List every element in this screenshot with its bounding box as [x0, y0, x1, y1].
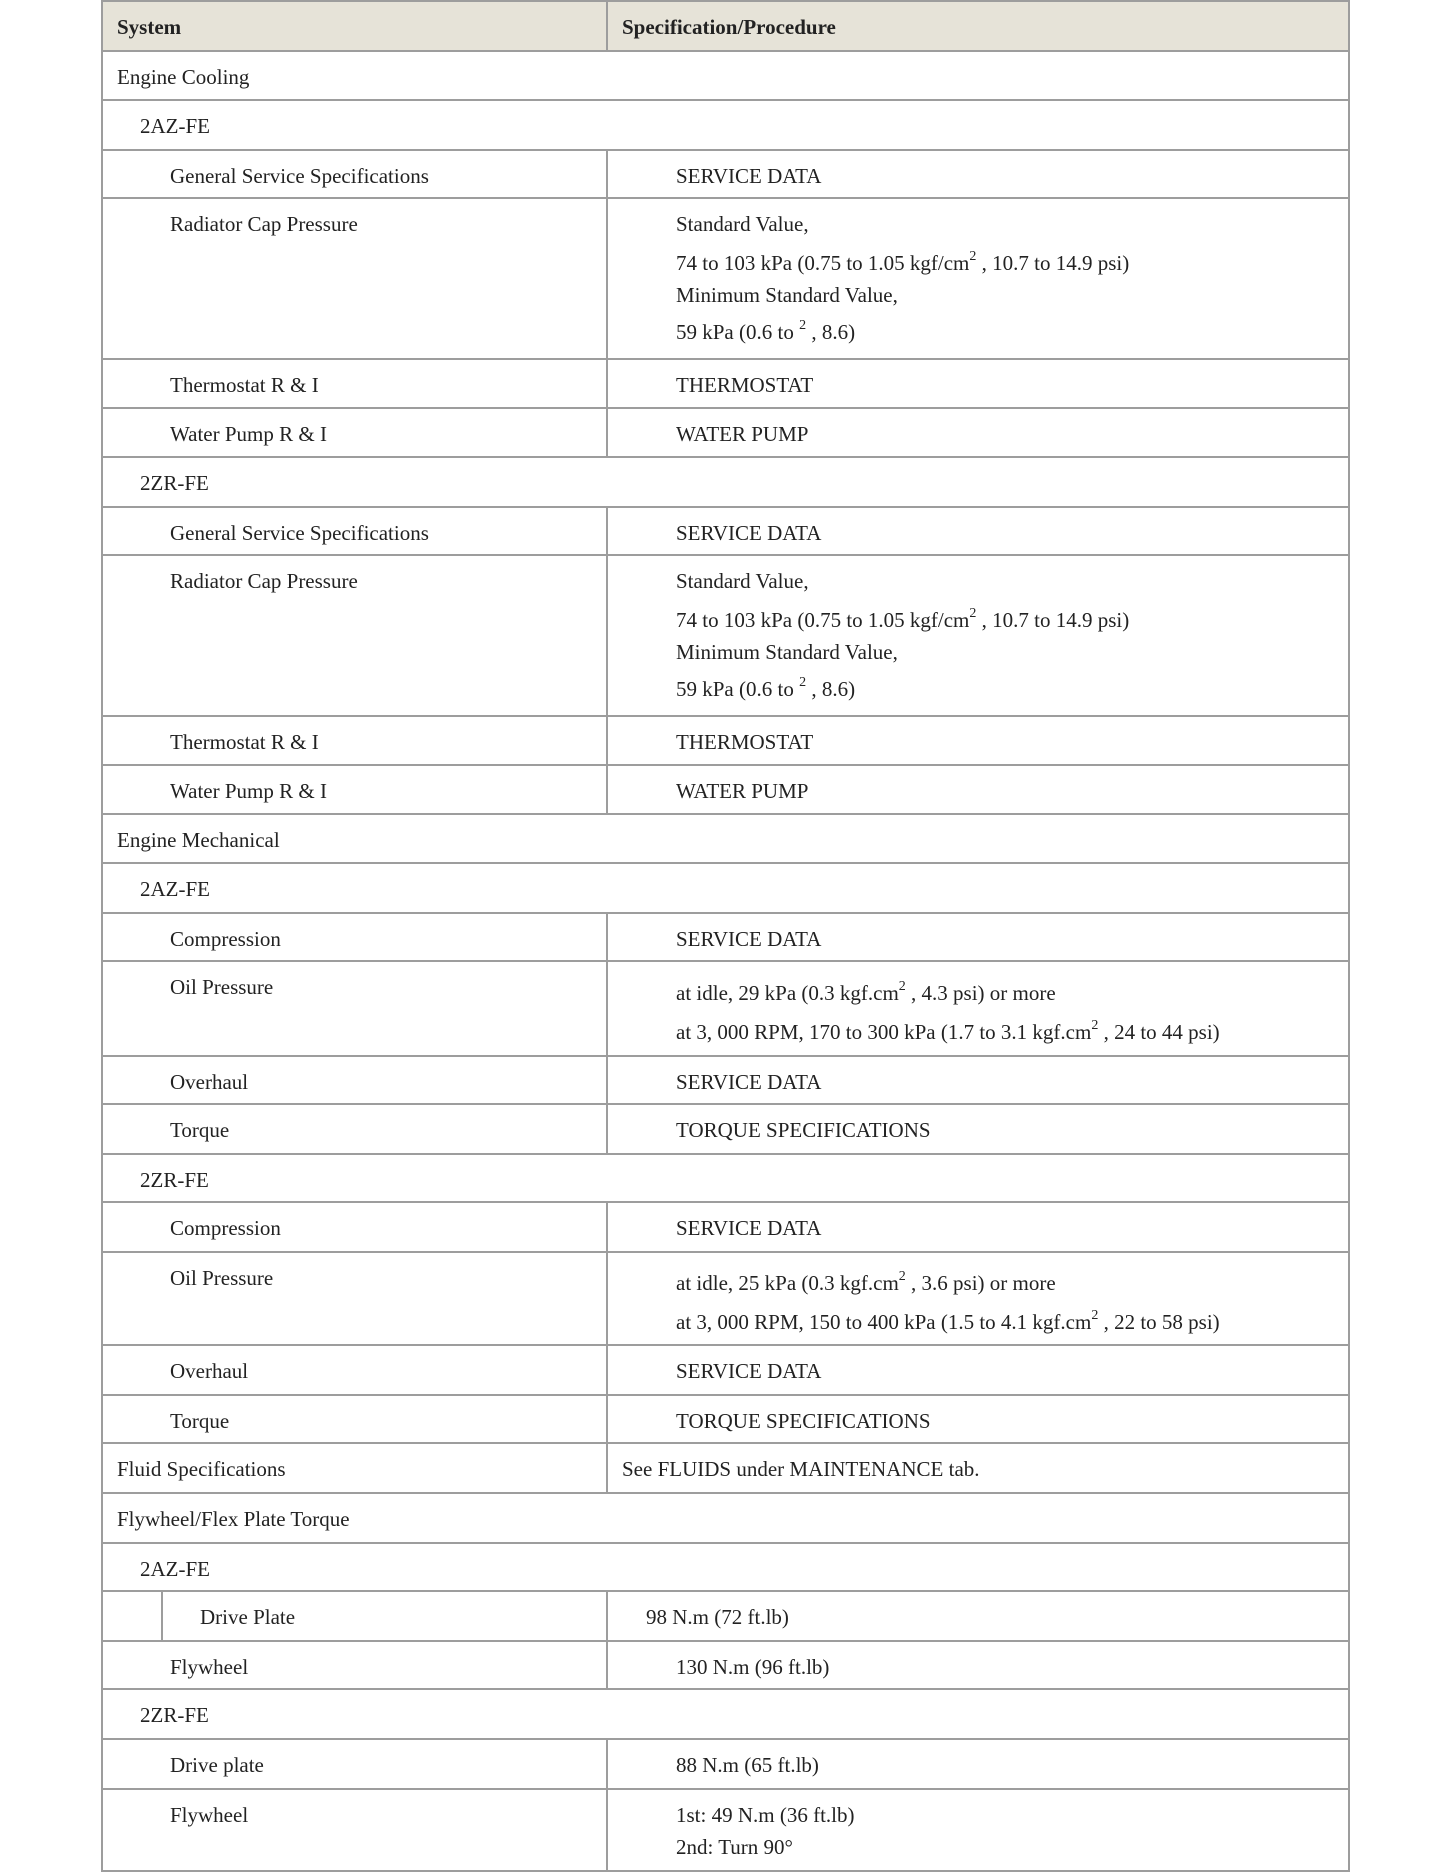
table-row	[103, 766, 1348, 815]
table-row	[103, 1740, 1348, 1790]
spec-line: 1st: 49 N.m (36 ft.lb)	[676, 1803, 855, 1827]
spec-cell: SERVICE DATA	[676, 164, 822, 188]
table-row	[103, 1057, 1348, 1105]
spec-cell: SERVICE DATA	[676, 521, 822, 545]
superscript: 2	[969, 249, 977, 264]
system-cell: Oil Pressure	[103, 1253, 608, 1344]
superscript: 2	[799, 318, 807, 333]
subsection-row	[103, 101, 1348, 151]
spec-text: , 8.6)	[806, 320, 856, 344]
spec-text: 59 kPa (0.6 to	[676, 677, 800, 701]
subsection-row	[103, 1690, 1348, 1740]
system-cell: Torque	[103, 1396, 608, 1442]
system-cell: Radiator Cap Pressure	[103, 199, 608, 358]
section-row	[103, 815, 1348, 864]
section-row	[103, 1494, 1348, 1544]
spec-table	[101, 0, 1350, 1872]
spec-text: , 4.3 psi) or more	[905, 981, 1056, 1005]
table-header	[103, 2, 1348, 52]
spec-text: 74 to 103 kPa (0.75 to 1.05 kgf/cm	[676, 251, 970, 275]
spec-cell: SERVICE DATA	[676, 927, 822, 951]
spec-cell: WATER PUMP	[676, 779, 809, 803]
spec-text: , 10.7 to 14.9 psi)	[976, 608, 1130, 632]
spec-cell: 88 N.m (65 ft.lb)	[676, 1753, 819, 1777]
superscript: 2	[1091, 1308, 1099, 1323]
table-row	[103, 1396, 1348, 1444]
superscript: 2	[1091, 1018, 1099, 1033]
superscript: 2	[898, 1269, 906, 1284]
superscript: 2	[799, 675, 807, 690]
table-row	[103, 556, 1348, 717]
spec-line: Minimum Standard Value,	[676, 640, 898, 664]
spec-line: 2nd: Turn 90°	[676, 1835, 793, 1859]
subsection-row	[103, 1155, 1348, 1203]
table-row	[103, 1444, 1348, 1494]
subsection-label: 2AZ-FE	[140, 114, 210, 138]
table-row	[103, 360, 1348, 409]
spec-text: at 3, 000 RPM, 170 to 300 kPa (1.7 to 3.1 kgf.cm	[676, 1020, 1092, 1044]
subsection-label: 2ZR-FE	[140, 1168, 209, 1192]
subsection-label: 2AZ-FE	[140, 1557, 210, 1581]
section-label: Engine Mechanical	[117, 828, 280, 852]
spec-cell: THERMOSTAT	[676, 373, 814, 397]
spec-line	[676, 247, 1348, 279]
spec-line	[676, 604, 1348, 636]
table-row	[103, 508, 1348, 556]
superscript: 2	[898, 979, 906, 994]
spec-cell	[608, 556, 1348, 715]
spec-line: Minimum Standard Value,	[676, 283, 898, 307]
spec-line	[676, 1306, 1348, 1338]
header-system: System	[103, 2, 608, 50]
spec-text: , 10.7 to 14.9 psi)	[976, 251, 1130, 275]
subsection-row	[103, 864, 1348, 914]
system-cell: Water Pump R & I	[103, 766, 608, 813]
table-row	[103, 199, 1348, 360]
spec-line: Standard Value,	[676, 212, 809, 236]
spec-text: at idle, 25 kPa (0.3 kgf.cm	[676, 1271, 899, 1295]
spec-text: at idle, 29 kPa (0.3 kgf.cm	[676, 981, 899, 1005]
spec-line	[676, 673, 1348, 705]
superscript: 2	[969, 606, 977, 621]
section-label: Engine Cooling	[117, 65, 250, 89]
spec-cell: 130 N.m (96 ft.lb)	[676, 1655, 830, 1679]
table-row	[103, 717, 1348, 766]
system-cell: Compression	[103, 914, 608, 960]
spec-cell	[608, 199, 1348, 358]
spec-cell: SERVICE DATA	[676, 1070, 822, 1094]
system-cell: Overhaul	[103, 1346, 608, 1394]
spec-text: 74 to 103 kPa (0.75 to 1.05 kgf/cm	[676, 608, 970, 632]
system-cell: Flywheel	[103, 1790, 608, 1870]
spec-cell	[608, 1253, 1348, 1344]
table-row	[103, 1105, 1348, 1155]
table-row	[103, 962, 1348, 1057]
spec-cell: 98 N.m (72 ft.lb)	[646, 1605, 789, 1629]
spec-cell: SERVICE DATA	[676, 1359, 822, 1383]
spec-line	[676, 316, 1348, 348]
table-row	[103, 1592, 1348, 1642]
indent-cell	[103, 1592, 163, 1640]
spec-cell	[608, 962, 1348, 1055]
section-label: Flywheel/Flex Plate Torque	[117, 1507, 350, 1531]
system-cell: Drive Plate	[163, 1592, 608, 1640]
system-cell: Drive plate	[103, 1740, 608, 1788]
system-cell: Oil Pressure	[103, 962, 608, 1055]
table-row	[103, 409, 1348, 458]
table-row	[103, 151, 1348, 199]
subsection-label: 2AZ-FE	[140, 877, 210, 901]
system-cell: Flywheel	[103, 1642, 608, 1688]
system-cell: General Service Specifications	[103, 151, 608, 197]
spec-cell: WATER PUMP	[676, 422, 809, 446]
system-cell: Compression	[103, 1203, 608, 1251]
spec-cell: TORQUE SPECIFICATIONS	[676, 1118, 931, 1142]
spec-text: , 8.6)	[806, 677, 856, 701]
spec-line	[676, 977, 1348, 1009]
spec-cell: SERVICE DATA	[676, 1216, 822, 1240]
spec-cell: TORQUE SPECIFICATIONS	[676, 1409, 931, 1433]
section-row	[103, 52, 1348, 101]
header-spec: Specification/Procedure	[622, 15, 836, 39]
table-row	[103, 1203, 1348, 1253]
spec-line	[676, 1267, 1348, 1299]
spec-text: at 3, 000 RPM, 150 to 400 kPa (1.5 to 4.1 kgf.cm	[676, 1310, 1092, 1334]
spec-text: , 22 to 58 psi)	[1098, 1310, 1220, 1334]
spec-line	[676, 1016, 1348, 1048]
spec-text: 59 kPa (0.6 to	[676, 320, 800, 344]
subsection-row	[103, 458, 1348, 508]
system-cell: General Service Specifications	[103, 508, 608, 554]
spec-cell: See FLUIDS under MAINTENANCE tab.	[622, 1457, 980, 1481]
system-cell: Thermostat R & I	[103, 360, 608, 407]
table-row	[103, 1642, 1348, 1690]
system-cell: Overhaul	[103, 1057, 608, 1103]
spec-cell: THERMOSTAT	[676, 730, 814, 754]
spec-text: , 3.6 psi) or more	[905, 1271, 1056, 1295]
table-row	[103, 1253, 1348, 1346]
table-row	[103, 914, 1348, 962]
spec-text: , 24 to 44 psi)	[1098, 1020, 1220, 1044]
subsection-row	[103, 1544, 1348, 1592]
system-cell: Water Pump R & I	[103, 409, 608, 456]
subsection-label: 2ZR-FE	[140, 1703, 209, 1727]
system-cell: Torque	[103, 1105, 608, 1153]
system-cell: Thermostat R & I	[103, 717, 608, 764]
table-row	[103, 1790, 1348, 1870]
spec-line: Standard Value,	[676, 569, 809, 593]
subsection-label: 2ZR-FE	[140, 471, 209, 495]
table-row	[103, 1346, 1348, 1396]
system-cell: Radiator Cap Pressure	[103, 556, 608, 715]
spec-cell	[608, 1790, 1348, 1870]
system-cell: Fluid Specifications	[103, 1444, 608, 1492]
